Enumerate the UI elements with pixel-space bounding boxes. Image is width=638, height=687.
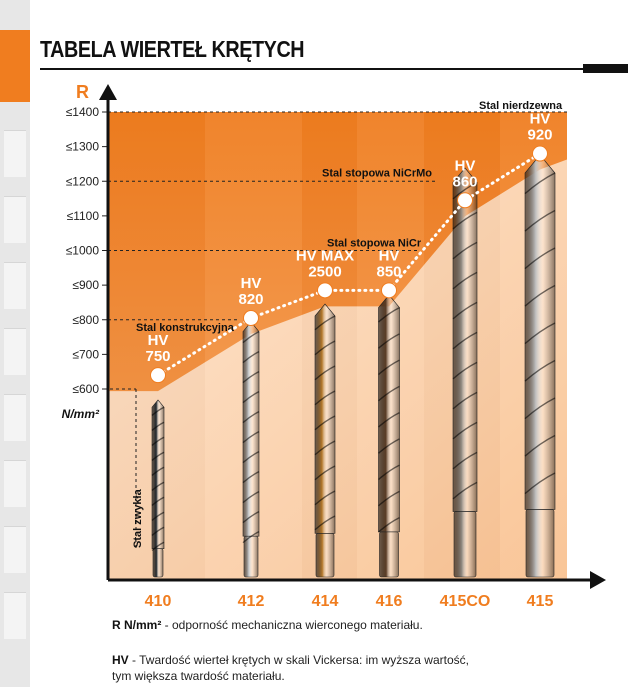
drill-body xyxy=(379,295,400,532)
hv-value: 860 xyxy=(452,173,478,191)
y-tick-label: ≤700 xyxy=(72,347,99,362)
legend-hv-abbr: HV xyxy=(112,653,129,667)
y-tick-label: ≤1300 xyxy=(65,139,99,154)
threshold-label: Stal stopowa NiCr xyxy=(327,237,422,250)
x-axis-arrow xyxy=(590,571,606,589)
category-label: 415 xyxy=(526,593,554,610)
drill-shank xyxy=(316,533,334,577)
drill-body xyxy=(243,322,259,536)
hv-point xyxy=(533,146,548,161)
drill-shank xyxy=(380,532,399,577)
hv-label: HV xyxy=(147,332,169,350)
hv-label: HV xyxy=(529,110,551,128)
category-label: 412 xyxy=(237,593,265,610)
hv-value: 750 xyxy=(145,348,171,366)
legend-hv-text-2: tym większa twardość materiału. xyxy=(112,669,285,683)
y-unit-label: N/mm² xyxy=(61,407,99,421)
hv-label: HV xyxy=(240,275,262,293)
y-axis-arrow xyxy=(99,84,117,100)
y-axis-label: R xyxy=(76,82,89,102)
hv-value: 2500 xyxy=(308,263,342,281)
hv-point xyxy=(244,311,259,326)
category-label: 414 xyxy=(311,593,339,610)
hv-label: HV xyxy=(378,247,400,265)
legend-hv-text-1: - Twardość wierteł krętych w skali Vickersa: im wyższa wartość, xyxy=(128,653,469,667)
hv-label: HV xyxy=(454,157,476,175)
category-label: 410 xyxy=(144,593,172,610)
hv-point xyxy=(318,283,333,298)
y-tick-label: ≤1100 xyxy=(66,208,99,223)
category-label: 416 xyxy=(375,593,403,610)
hv-label: HV MAX xyxy=(295,247,355,265)
drill-shank xyxy=(526,509,554,577)
drill-body xyxy=(315,304,335,533)
drill-shank xyxy=(244,536,258,577)
legend-r xyxy=(112,617,423,633)
y-tick-label: ≤600 xyxy=(72,382,99,396)
hv-value: 920 xyxy=(527,126,553,144)
hv-point xyxy=(151,368,166,383)
drill-shank xyxy=(153,549,163,577)
category-label: 415CO xyxy=(439,593,491,610)
y-tick-label: ≤900 xyxy=(72,278,99,293)
drill-shank xyxy=(454,512,476,577)
threshold-label: Stal stopowa NiCrMo xyxy=(322,167,433,180)
legend-r-abbr: R N/mm² xyxy=(112,618,162,632)
threshold-label: Stal zwykła xyxy=(132,489,144,548)
y-tick-label: ≤1000 xyxy=(65,243,99,258)
legend-hv xyxy=(112,652,469,684)
hv-point xyxy=(382,283,397,298)
y-tick-label: ≤1200 xyxy=(65,174,99,189)
threshold-label: Stal nierdzewna xyxy=(479,100,563,112)
threshold-label: Stal konstrukcyjna xyxy=(136,321,234,334)
hv-value: 820 xyxy=(238,291,264,309)
page-title: TABELA WIERTEŁ KRĘTYCH xyxy=(40,36,305,62)
legend-r-text: - odporność mechaniczna wierconego materiału. xyxy=(161,618,423,632)
hv-value: 850 xyxy=(376,263,402,281)
hv-point xyxy=(458,193,473,208)
y-tick-label: ≤800 xyxy=(72,312,99,327)
y-tick-label: ≤1400 xyxy=(65,105,99,119)
